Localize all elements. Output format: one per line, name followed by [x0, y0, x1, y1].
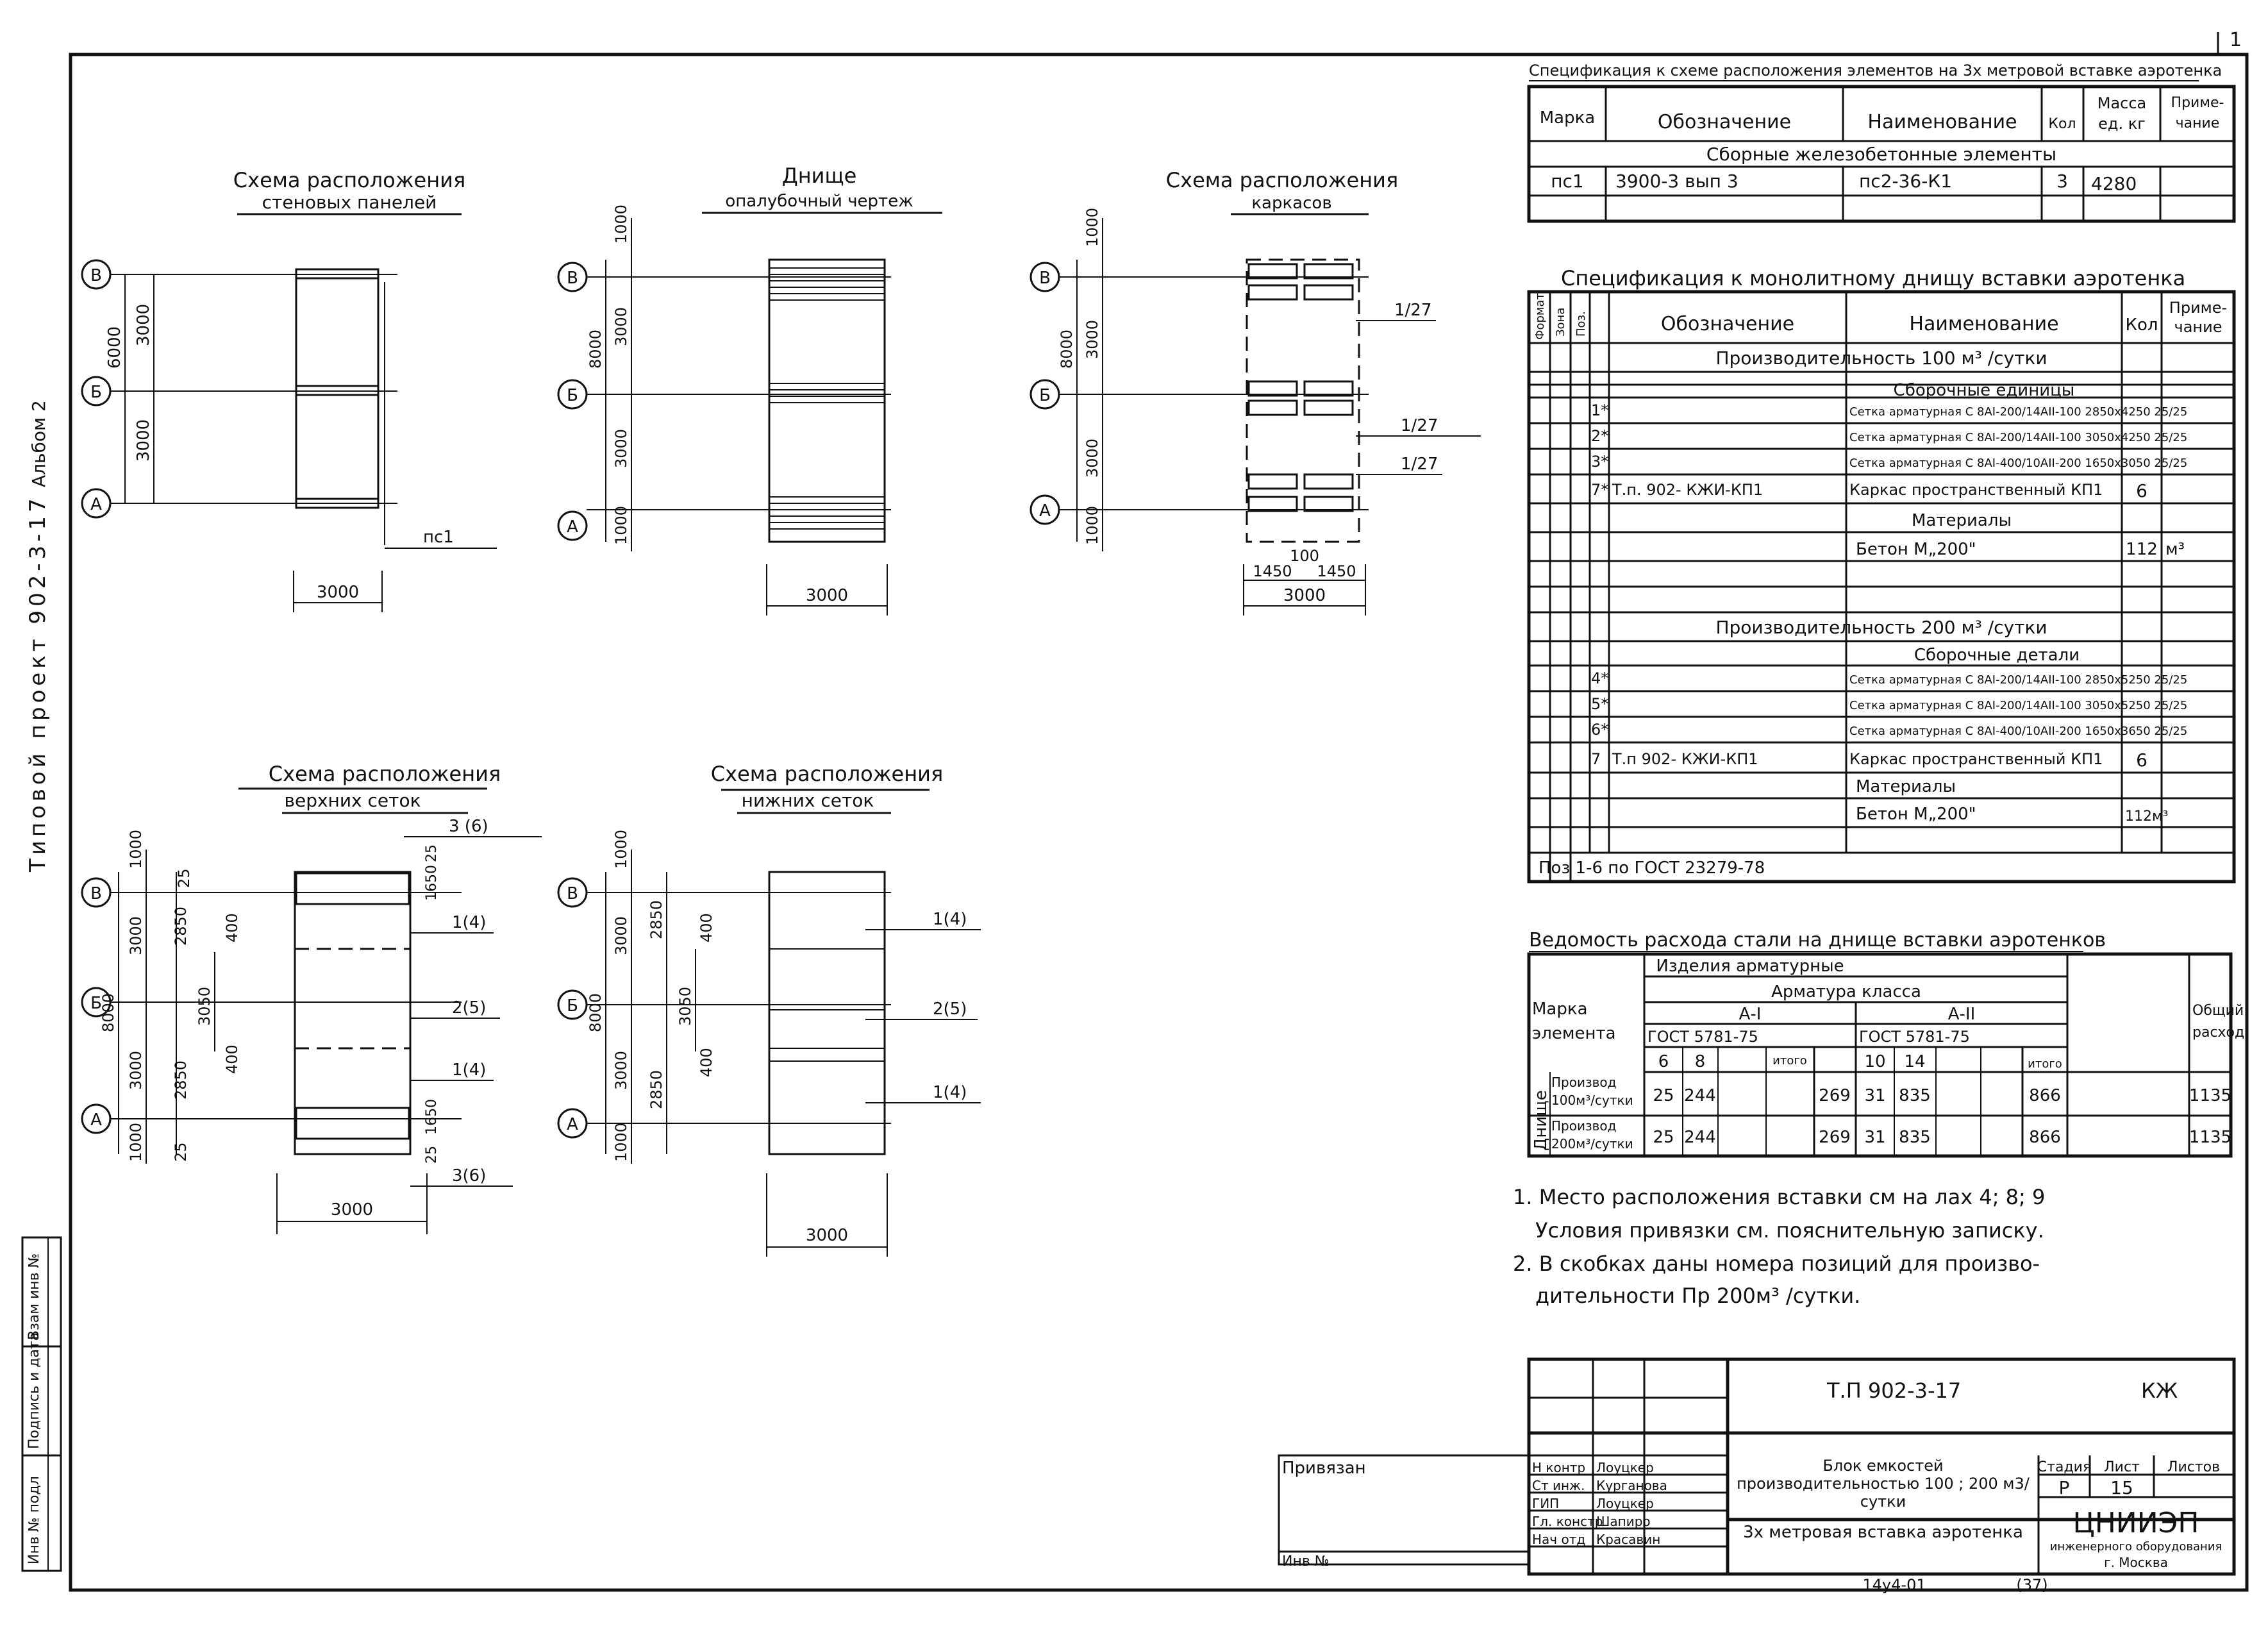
dim: 100 — [1290, 547, 1319, 565]
spec2-pos: 1* — [1591, 401, 1609, 419]
steel-cell: 31 — [1864, 1128, 1886, 1147]
dim: 1000 — [1083, 505, 1101, 545]
steel-cell: 269 — [1819, 1086, 1851, 1105]
tb-code: Т.П 902-3-17 — [1827, 1378, 1962, 1403]
tb-person: Лоуцкер — [1596, 1460, 1654, 1475]
mesh-label: 3(6) — [452, 1166, 487, 1185]
spec-table-1 — [1529, 62, 2234, 221]
steel-table — [1529, 929, 2245, 1156]
scheme-subtitle: опалубочный чертеж — [725, 192, 913, 211]
spec1-cell: 3900-3 вып 3 — [1615, 171, 1739, 192]
spec2-name: Сетка арматурная С 8АI-400/10АII-200 1650х3650 25/25 — [1849, 725, 2188, 738]
steel-row-name: Производ 100м³/сутки — [1551, 1075, 1633, 1108]
spec2-qty: 6 — [2136, 750, 2147, 771]
scheme-frames — [1031, 168, 1481, 616]
spec2-header: Формат — [1533, 292, 1547, 340]
tb-role: ГИП — [1532, 1496, 1560, 1511]
steel-header: Арматура класса — [1771, 982, 1921, 1001]
dim: 3000 — [612, 916, 630, 955]
steel-cell: 244 — [1684, 1086, 1716, 1105]
spec2-qty: 112м³ — [2125, 808, 2169, 825]
dim: 400 — [223, 913, 241, 942]
dim: 1650 — [424, 865, 440, 901]
spec2-pos: 6* — [1591, 721, 1609, 739]
tb-person: Курганова — [1596, 1478, 1667, 1493]
mesh-label: 3 (6) — [449, 817, 488, 836]
axis-label: В — [90, 884, 102, 903]
dim: 3000 — [1083, 319, 1101, 359]
spec2-header: Зона — [1554, 307, 1567, 337]
note-line: Условия привязки см. пояснительную записку. — [1535, 1218, 2044, 1243]
spec1-header: Наименование — [1867, 111, 2017, 133]
notes — [1513, 1185, 2045, 1308]
scheme-subtitle: верхних сеток — [284, 790, 421, 811]
steel-row-name: Производ 200м³/сутки — [1551, 1118, 1633, 1152]
steel-cell: 269 — [1819, 1128, 1851, 1147]
steel-cell: 1135 — [2189, 1128, 2232, 1147]
dim: 3000 — [134, 419, 153, 462]
spec2-pos: 7 — [1591, 750, 1601, 768]
spec2-mat: Материалы — [1856, 777, 1956, 796]
scheme-title: Схема расположения — [233, 168, 466, 192]
tb-role: Нач отд — [1532, 1532, 1586, 1547]
frame-label: 1/27 — [1401, 416, 1438, 435]
spec2-sub: Сборочные единицы — [1893, 381, 2075, 400]
spec2-group: Производительность 200 м³ /сутки — [1715, 617, 2047, 638]
tb-bottom-num: (37) — [2016, 1576, 2048, 1594]
scheme-bottom-mesh — [558, 762, 981, 1257]
scheme-wall-panels — [82, 168, 497, 612]
spec2-qty: 6 — [2136, 480, 2147, 501]
spec2-concrete: Бетон М„200" — [1856, 805, 1976, 824]
dim: 3050 — [196, 986, 213, 1026]
steel-cell: 866 — [2029, 1128, 2061, 1147]
scheme-title: Днище — [781, 163, 857, 188]
dim: 1450 — [1253, 562, 1292, 580]
spec1-header: Марка — [1539, 108, 1596, 128]
scheme-subtitle: стеновых панелей — [262, 192, 437, 213]
panel-label: пс1 — [423, 528, 454, 547]
steel-diam: 6 — [1658, 1052, 1669, 1071]
frame-label: 1/27 — [1394, 301, 1432, 320]
spec2-pos: 4* — [1591, 669, 1609, 687]
dim: 1450 — [1317, 562, 1356, 580]
axis-label: В — [1039, 269, 1051, 288]
dim: 3000 — [316, 583, 360, 602]
steel-cell: 866 — [2029, 1086, 2061, 1105]
axis-label: А — [567, 517, 578, 537]
mesh-label: 1(4) — [933, 1083, 967, 1102]
dim: 25 — [172, 1142, 190, 1162]
dim: 1000 — [612, 505, 630, 545]
steel-cell: 31 — [1864, 1086, 1886, 1105]
axis-label: А — [90, 495, 102, 514]
steel-diam: 8 — [1694, 1052, 1706, 1071]
steel-cell: 835 — [1899, 1086, 1931, 1105]
dim: 1000 — [1083, 207, 1101, 247]
dim: 25 — [424, 1146, 440, 1164]
dim: 1000 — [127, 1122, 145, 1162]
left-stamp — [22, 1237, 61, 1571]
axis-label: В — [567, 884, 578, 903]
corner-mark: 1 — [2230, 29, 2242, 51]
dim: 3000 — [805, 586, 849, 605]
dim: 25 — [424, 844, 440, 862]
spec2-name: Сетка арматурная С 8АI-400/10АII-200 1650х3050 25/25 — [1849, 457, 2188, 470]
scheme-title: Схема расположения — [710, 762, 944, 786]
dim: 3000 — [127, 916, 145, 955]
tb-city: г. Москва — [2104, 1555, 2168, 1570]
spec2-pos: 5* — [1591, 695, 1609, 713]
axis-label: Б — [567, 386, 578, 405]
dim: 2850 — [172, 1060, 190, 1100]
spec1-cell: пс2-36-К1 — [1859, 171, 1953, 192]
axis-label: А — [567, 1115, 578, 1134]
spec1-section: Сборные железобетонные элементы — [1706, 144, 2057, 165]
tb-h-sheets: Листов — [2167, 1459, 2221, 1475]
dim: 1000 — [612, 1122, 630, 1162]
spec2-header: Приме-чание — [2169, 299, 2228, 336]
spec2-title: Спецификация к монолитному днищу вставки аэротенка — [1561, 266, 2186, 290]
spec2-pos: 7* — [1591, 481, 1609, 499]
tb-h-stage: Стадия — [2037, 1459, 2092, 1475]
note-line: 1. Место расположения вставки см на лах 4; 8; 9 — [1513, 1185, 2046, 1209]
scheme-title: Схема расположения — [1165, 168, 1399, 192]
dim: 400 — [223, 1044, 241, 1074]
spec2-header: Обозначение — [1660, 313, 1795, 335]
steel-diam: 14 — [1904, 1052, 1926, 1071]
dim: 3000 — [612, 1050, 630, 1090]
vertical-project-title: Типовой проект 902-3-17 — [25, 494, 51, 872]
axis-label: Б — [567, 996, 578, 1016]
dim: 400 — [697, 913, 715, 942]
steel-header: А-I — [1739, 1005, 1762, 1024]
tb-stage: Р — [2058, 1477, 2070, 1498]
tb-role: Гл. констр — [1532, 1514, 1603, 1529]
axis-label: Б — [90, 383, 102, 402]
steel-header: итого — [2028, 1057, 2062, 1071]
mesh-label: 1(4) — [452, 913, 487, 932]
steel-cell: 244 — [1684, 1128, 1716, 1147]
tb-privyazan: Привязан — [1282, 1459, 1366, 1478]
dim: 2850 — [647, 900, 665, 939]
spec2-name: Сетка арматурная С 8АI-200/14АII-100 2850х4250 25/25 — [1849, 405, 2188, 419]
tb-role: Н контр — [1532, 1460, 1586, 1475]
spec1-header: Кол — [2048, 116, 2076, 132]
tb-object: Блок емкостей производительностью 100 ; 200 м3/сутки — [1737, 1457, 2030, 1511]
tb-sheet-title: 3х метровая вставка аэротенка — [1743, 1523, 2023, 1542]
axis-label: Б — [90, 994, 102, 1013]
mesh-label: 1(4) — [933, 910, 967, 929]
dim: 8000 — [587, 993, 605, 1032]
tb-h-sheet: Лист — [2104, 1459, 2140, 1475]
spec2-qty: 112 — [2126, 540, 2158, 559]
spec2-mat: Материалы — [1912, 511, 2012, 530]
tb-inv: Инв № — [1282, 1554, 1330, 1570]
dim: 1000 — [127, 829, 145, 869]
spec2-header: Кол — [2125, 315, 2158, 335]
dim: 3000 — [1283, 586, 1326, 605]
dim: 3000 — [805, 1226, 849, 1245]
spec1-cell: пс1 — [1551, 171, 1584, 192]
note-line: дительности Пр 200м³ /сутки. — [1535, 1284, 1861, 1308]
title-block — [1279, 1359, 2234, 1594]
spec2-header: Поз. — [1574, 311, 1588, 337]
spec2-footnote: Поз 1-6 по ГОСТ 23279-78 — [1538, 859, 1765, 878]
spec2-pos: 3* — [1591, 453, 1609, 471]
steel-cell: 835 — [1899, 1128, 1931, 1147]
stamp-replace: Взам инв № — [26, 1253, 42, 1340]
steel-cell: 25 — [1653, 1128, 1674, 1147]
spec2-concrete: Бетон М„200" — [1856, 540, 1976, 559]
dim: 3000 — [612, 428, 630, 468]
spec1-title: Спецификация к схеме расположения элементов на 3х метровой вставке аэротенка — [1529, 62, 2222, 80]
dim: 8000 — [99, 993, 117, 1032]
dim: 3000 — [1083, 438, 1101, 478]
dim: 3000 — [330, 1200, 374, 1219]
mesh-label: 1(4) — [452, 1060, 487, 1080]
dim: 3000 — [134, 303, 153, 346]
tb-org: ЦНИИЭП — [2072, 1507, 2199, 1539]
spec2-group: Производительность 100 м³ /сутки — [1715, 348, 2047, 369]
axis-label: В — [567, 269, 578, 288]
spec1-header: Приме-чание — [2171, 95, 2224, 131]
dim: 1650 — [424, 1099, 440, 1135]
tb-bottom-code: 14у4-01 — [1862, 1576, 1926, 1594]
dim: 25 — [175, 868, 193, 888]
mesh-label: 2(5) — [933, 1000, 967, 1019]
tb-sheet: 15 — [2110, 1477, 2133, 1498]
spec2-doc: Т.п. 902- КЖИ-КП1 — [1612, 481, 1764, 499]
tb-person: Лоуцкер — [1596, 1496, 1654, 1511]
spec-table-2 — [1529, 266, 2234, 882]
scheme-top-mesh — [82, 762, 542, 1234]
spec2-note: м³ — [2165, 540, 2185, 559]
steel-mark-header: Марка элемента — [1532, 1000, 1616, 1043]
steel-header: ГОСТ 5781-75 — [1859, 1028, 1970, 1046]
scheme-subtitle: каркасов — [1251, 194, 1332, 213]
spec1-header: Обозначение — [1657, 111, 1792, 133]
axis-label: А — [1039, 501, 1051, 521]
stamp-inv: Инв № подл — [26, 1476, 42, 1564]
dim: 1000 — [612, 204, 630, 244]
steel-cell: 1135 — [2189, 1086, 2232, 1105]
dim: 6000 — [105, 326, 124, 369]
spec2-name: Сетка арматурная С 8АI-200/14АII-100 3050х5250 25/25 — [1849, 699, 2188, 712]
scheme-title: Схема расположения — [268, 762, 501, 786]
dim: 8000 — [587, 329, 605, 369]
note-line: 2. В скобках даны номера позиций для произво- — [1513, 1252, 2040, 1276]
vertical-album: Альбом 2 — [28, 400, 49, 487]
steel-total-header: Общий расход — [2192, 1003, 2245, 1041]
tb-person: Шапиро — [1596, 1514, 1651, 1529]
spec2-header: Наименование — [1909, 313, 2059, 335]
spec2-pos: 2* — [1591, 427, 1609, 445]
steel-header: Изделия арматурные — [1656, 957, 1844, 976]
steel-cell: 25 — [1653, 1086, 1674, 1105]
dim: 1000 — [612, 829, 630, 869]
dim: 8000 — [1058, 329, 1076, 369]
spec2-name: Сетка арматурная С 8АI-200/14АII-100 2850х5250 25/25 — [1849, 673, 2188, 687]
steel-header: ГОСТ 5781-75 — [1647, 1028, 1758, 1046]
dim: 400 — [697, 1048, 715, 1077]
steel-group: Днище — [1531, 1090, 1551, 1151]
spec1-cell: 3 — [2056, 171, 2068, 192]
spec2-doc: Т.п 902- КЖИ-КП1 — [1612, 750, 1758, 768]
dim: 3000 — [127, 1050, 145, 1090]
axis-label: В — [90, 266, 102, 285]
tb-mark: КЖ — [2141, 1378, 2178, 1403]
mesh-label: 2(5) — [452, 998, 487, 1018]
frame-label: 1/27 — [1401, 455, 1438, 474]
tb-org2: инженерного оборудования — [2049, 1540, 2222, 1554]
tb-role: Ст инж. — [1532, 1478, 1585, 1493]
steel-diam: 10 — [1864, 1052, 1886, 1071]
spec2-name: Каркас пространственный КП1 — [1849, 750, 2103, 768]
dim: 3050 — [676, 986, 694, 1026]
scheme-subtitle: нижних сеток — [741, 790, 874, 811]
axis-label: А — [90, 1110, 102, 1130]
spec1-header: Масса ед. кг — [2097, 94, 2147, 133]
dim: 2850 — [172, 906, 190, 946]
spec1-cell: 4280 — [2091, 173, 2137, 194]
stamp-sign: Подпись и дата — [26, 1332, 42, 1449]
steel-header: итого — [1772, 1054, 1807, 1068]
steel-title: Ведомость расхода стали на днище вставки аэротенков — [1529, 929, 2106, 951]
dim: 2850 — [647, 1069, 665, 1109]
spec2-name: Сетка арматурная С 8АI-200/14АII-100 3050х4250 25/25 — [1849, 431, 2188, 444]
spec2-sub: Сборочные детали — [1914, 646, 2080, 665]
axis-label: Б — [1039, 386, 1051, 405]
scheme-bottom — [558, 163, 942, 616]
dim: 3000 — [612, 306, 630, 346]
tb-person: Красавин — [1596, 1532, 1661, 1547]
spec2-name: Каркас пространственный КП1 — [1849, 481, 2103, 499]
steel-header: А-II — [1947, 1005, 1976, 1024]
